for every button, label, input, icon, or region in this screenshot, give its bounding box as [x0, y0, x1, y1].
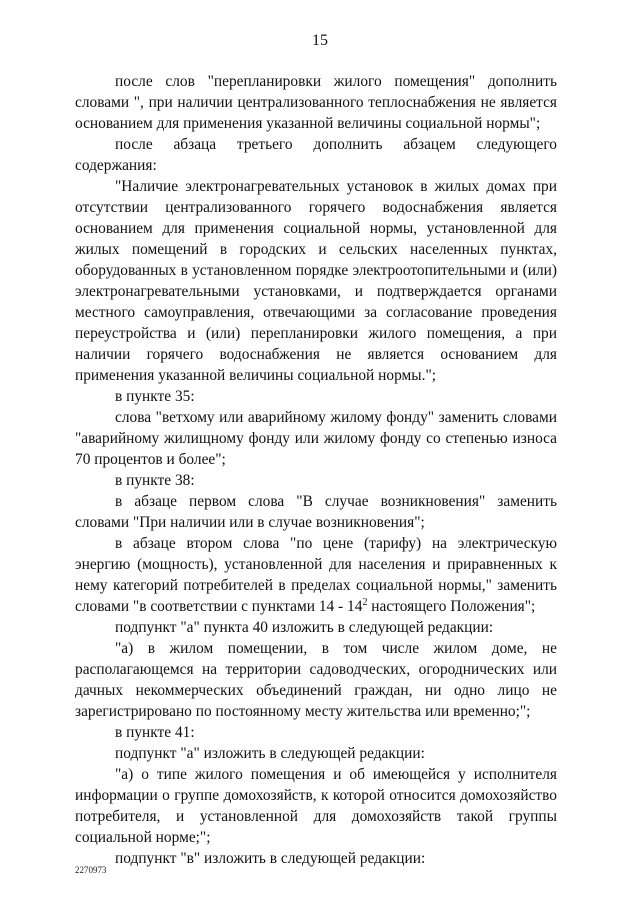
- paragraph: подпункт "а" изложить в следующей редакции:: [115, 745, 425, 762]
- superscript: 2: [362, 596, 368, 608]
- paragraph-with-superscript: [75, 533, 557, 617]
- paragraph: в пункте 35:: [115, 388, 195, 405]
- paragraph-tail: настоящего Положения";: [367, 598, 536, 615]
- paragraph: "а) в жилом помещении, в том числе жилом доме, не располагающемся на территории садоводческих, огороднических или дачных некоммерческих объединений граждан, ни одно лицо не зарегистрировано по постоянному месту жительства или временно;";: [75, 640, 557, 720]
- paragraph: в пункте 41:: [115, 724, 195, 741]
- paragraph: после абзаца третьего дополнить абзацем следующего содержания:: [75, 136, 557, 174]
- document-code: 2270973: [75, 865, 107, 875]
- paragraph: слова "ветхому или аварийному жилому фонду" заменить словами "аварийному жилищному фонду или жилому фонду со степенью износа 70 процентов и более";: [75, 409, 557, 468]
- document-body: [75, 71, 557, 869]
- page-number: 15: [312, 32, 328, 49]
- paragraph: после слов "перепланировки жилого помещения" дополнить словами ", при наличии централизованного теплоснабжения не является основанием для применения указанной величины социальной нормы";: [75, 73, 557, 132]
- paragraph: подпункт "а" пункта 40 изложить в следующей редакции:: [115, 619, 494, 636]
- paragraph: в пункте 38:: [115, 472, 195, 489]
- paragraph: в абзаце первом слова "В случае возникновения" заменить словами "При наличии или в случае возникновения";: [75, 493, 557, 531]
- paragraph: "а) о типе жилого помещения и об имеющейся у исполнителя информации о группе домохозяйств, к которой относится домохозяйство потребителя, и установленной для домохозяйств такой группы социальной норме;";: [75, 766, 557, 846]
- paragraph: "Наличие электронагревательных установок в жилых домах при отсутствии централизованного горячего водоснабжения является основанием для применения социальной нормы, установленной для жилых помещений в городских и сельских населенных пунктах, оборудованных в установленном порядке электроотопительными и (или) электронагревательными установками, и подтверждается органами местного самоуправления, отвечающими за согласование проведения переустройства и (или) перепланировки жилого помещения, а при наличии горячего водоснабжения не является основанием для применения указанной величины социальной нормы.";: [75, 178, 557, 384]
- paragraph-text: в абзаце втором слова "по цене (тарифу) на электрическую энергию (мощность), установленной для населения и приравненных к нему категорий потребителей в пределах социальной нормы," заменить словами "в соответствии с пунктами 14 - 14: [75, 535, 557, 615]
- paragraph: подпункт "в" изложить в следующей редакции:: [115, 850, 426, 867]
